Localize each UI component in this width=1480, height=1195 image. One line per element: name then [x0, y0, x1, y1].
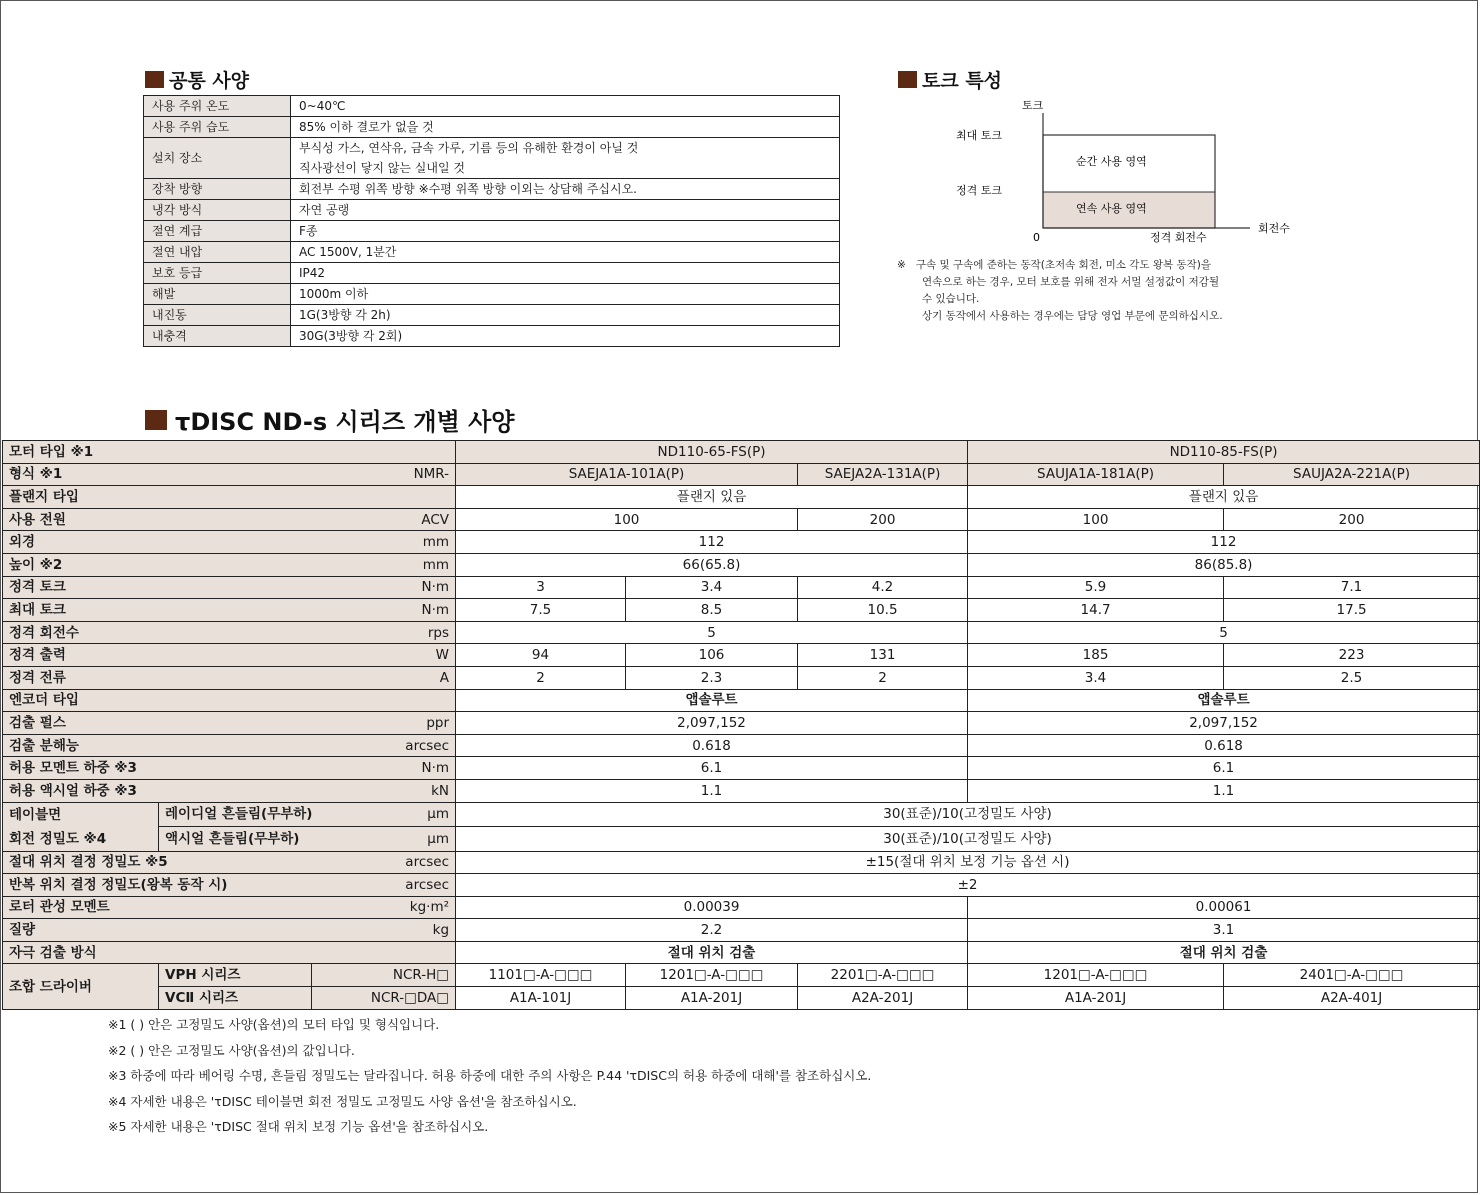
rated-torque-cell: 3 — [456, 576, 626, 599]
inertia-cell: 0.00039 — [456, 896, 968, 919]
axial-load-label: 허용 액시얼 하중 ※3 kN — [3, 779, 456, 802]
torque-title: 토크 특성 — [898, 66, 1002, 93]
rated-output-cell: 131 — [798, 644, 968, 667]
vph-cell: 1201□-A-□□□ — [626, 964, 798, 987]
rated-torque-cell: 7.1 — [1224, 576, 1480, 599]
common-label: 설치 장소 — [144, 138, 291, 179]
vc-cell: A1A-201J — [968, 987, 1224, 1010]
common-spec-title: 공통 사양 — [145, 66, 249, 93]
table-accuracy-label: 테이블면 회전 정밀도 ※4 — [3, 802, 159, 851]
rated-current-cell: 3.4 — [968, 666, 1224, 689]
encoder-label: 엔코더 타입 — [3, 689, 456, 712]
common-label: 사용 주위 습도 — [144, 117, 291, 138]
max-torque-label: 최대 토크 — [956, 129, 1003, 142]
mass-cell: 3.1 — [968, 919, 1480, 942]
rated-current-cell: 2.3 — [626, 666, 798, 689]
vph-cell: 1201□-A-□□□ — [968, 964, 1224, 987]
flange-cell: 플랜지 있음 — [968, 486, 1480, 509]
common-label: 사용 주위 온도 — [144, 96, 291, 117]
common-value: 부식성 가스, 연삭유, 금속 가루, 기름 등의 유해한 환경이 아닐 것 직사광선이 닿지 않는 실내일 것 — [291, 138, 840, 179]
max-torque-cell: 17.5 — [1224, 599, 1480, 622]
radial-runout-cell: 30(표준)/10(고정밀도 사양) — [456, 802, 1480, 827]
mass-cell: 2.2 — [456, 919, 968, 942]
driver-label: 조합 드라이버 — [3, 964, 159, 1009]
motor-type-label: 모터 타입 ※1 — [3, 441, 456, 464]
torque-chart — [900, 95, 1340, 255]
rated-torque-cell: 4.2 — [798, 576, 968, 599]
power-cell: 100 — [968, 508, 1224, 531]
vc-cell: A2A-201J — [798, 987, 968, 1010]
rated-speed-label: 정격 회전수 — [1150, 231, 1207, 244]
rated-speed-label: 정격 회전수 rps — [3, 621, 456, 644]
resolution-cell: 0.618 — [456, 734, 968, 757]
common-label: 내충격 — [144, 326, 291, 347]
abs-accuracy-cell: ±15(절대 위치 보정 기능 옵션 시) — [456, 851, 1480, 874]
footnote: ※5 자세한 내용은 'τDISC 절대 위치 보정 기능 옵션'을 참조하십시오. — [108, 1119, 489, 1134]
power-label: 사용 전원 ACV — [3, 508, 456, 531]
mass-label: 질량 kg — [3, 919, 456, 942]
repeat-accuracy-label: 반복 위치 결정 정밀도(왕복 동작 시) arcsec — [3, 874, 456, 897]
rated-current-cell: 2 — [456, 666, 626, 689]
rated-output-cell: 185 — [968, 644, 1224, 667]
vph-series-prefix: NCR-H□ — [312, 964, 456, 987]
common-label: 해발 — [144, 284, 291, 305]
vc-series-prefix: NCR-□DA□ — [312, 987, 456, 1010]
pole-detection-cell: 절대 위치 검출 — [968, 941, 1480, 964]
rated-torque-cell: 5.9 — [968, 576, 1224, 599]
form-cell: SAUJA1A-181A(P) — [968, 463, 1224, 486]
vc-series-label: VCⅡ 시리즈 — [159, 987, 312, 1010]
outer-label: 외경 mm — [3, 531, 456, 554]
common-value: 1G(3방향 각 2h) — [291, 305, 840, 326]
footnote: ※1 ( ) 안은 고정밀도 사양(옵션)의 모터 타입 및 형식입니다. — [108, 1017, 440, 1032]
footnote: ※4 자세한 내용은 'τDISC 테이블면 회전 정밀도 고정밀도 사양 옵션'을 참조하십시오. — [108, 1093, 577, 1109]
rated-output-cell: 94 — [456, 644, 626, 667]
outer-cell: 112 — [456, 531, 968, 554]
common-value: 85% 이하 결로가 없을 것 — [291, 117, 840, 138]
rated-current-label: 정격 전류 A — [3, 666, 456, 689]
max-torque-cell: 8.5 — [626, 599, 798, 622]
vc-cell: A1A-101J — [456, 987, 626, 1010]
max-torque-cell: 14.7 — [968, 599, 1224, 622]
max-torque-cell: 10.5 — [798, 599, 968, 622]
power-cell: 200 — [1224, 508, 1480, 531]
common-label: 절연 계급 — [144, 221, 291, 242]
height-label: 높이 ※2 mm — [3, 553, 456, 576]
footnote: ※3 하중에 따라 베어링 수명, 흔들림 정밀도는 달라집니다. 허용 하중에 대한 주의 사항은 P.44 'τDISC의 허용 하중에 대해'를 참조하십시오. — [108, 1068, 872, 1083]
axial-runout-label: 액시얼 흔들림(무부하) μm — [159, 827, 456, 852]
pulse-label: 검출 펄스 ppr — [3, 712, 456, 735]
flange-cell: 플랜지 있음 — [456, 486, 968, 509]
rated-output-cell: 223 — [1224, 644, 1480, 667]
rated-current-cell: 2.5 — [1224, 666, 1480, 689]
moment-load-cell: 6.1 — [968, 757, 1480, 780]
inertia-cell: 0.00061 — [968, 896, 1480, 919]
common-label: 내진동 — [144, 305, 291, 326]
rated-torque-cell: 3.4 — [626, 576, 798, 599]
pole-detection-label: 자극 검출 방식 — [3, 941, 456, 964]
common-value: 자연 공랭 — [291, 200, 840, 221]
height-cell: 66(65.8) — [456, 553, 968, 576]
resolution-label: 검출 분해능 arcsec — [3, 734, 456, 757]
common-value: IP42 — [291, 263, 840, 284]
rated-output-cell: 106 — [626, 644, 798, 667]
common-label: 보호 등급 — [144, 263, 291, 284]
x-axis-label: 회전수 — [1258, 222, 1290, 235]
common-value: 회전부 수평 위쪽 방향 ※수평 위쪽 방향 이외는 상담해 주십시오. — [291, 179, 840, 200]
origin-label: 0 — [1033, 231, 1040, 244]
common-label: 절연 내압 — [144, 242, 291, 263]
rated-current-cell: 2 — [798, 666, 968, 689]
common-label: 냉각 방식 — [144, 200, 291, 221]
form-cell: SAEJA2A-131A(P) — [798, 463, 968, 486]
form-label: 형식 ※1 NMR- — [3, 463, 456, 486]
pulse-cell: 2,097,152 — [456, 712, 968, 735]
rated-speed-cell: 5 — [456, 621, 968, 644]
rated-torque-label: 정격 토크 — [956, 184, 1003, 197]
common-value: 30G(3방향 각 2회) — [291, 326, 840, 347]
vph-cell: 1101□-A-□□□ — [456, 964, 626, 987]
spec-title: τDISC ND-s 시리즈 개별 사양 — [145, 402, 514, 437]
flange-label: 플랜지 타입 — [3, 486, 456, 509]
common-spec-table — [143, 95, 840, 347]
model-a: ND110-65-FS(P) — [456, 441, 968, 464]
torque-note: ※ 구속 및 구속에 준하는 동작(초저속 회전, 미소 각도 왕복 동작)을 연속으로 하는 경우, 모터 보호를 위해 전자 서멀 설정값이 저감될 수 있습니다. 상기 동작에서 사용하는 경우에는 담당 영업 부문에 문의하십시오. — [897, 259, 1223, 322]
footnote: ※2 ( ) 안은 고정밀도 사양(옵션)의 값입니다. — [108, 1042, 355, 1058]
height-cell: 86(85.8) — [968, 553, 1480, 576]
section-square-icon — [145, 410, 167, 430]
encoder-cell: 앱솔루트 — [456, 689, 968, 712]
continuous-zone-label: 연속 사용 영역 — [1076, 202, 1147, 215]
rated-speed-cell: 5 — [968, 621, 1480, 644]
pulse-cell: 2,097,152 — [968, 712, 1480, 735]
vph-cell: 2401□-A-□□□ — [1224, 964, 1480, 987]
common-value: AC 1500V, 1분간 — [291, 242, 840, 263]
resolution-cell: 0.618 — [968, 734, 1480, 757]
form-cell: SAUJA2A-221A(P) — [1224, 463, 1480, 486]
abs-accuracy-label: 절대 위치 결정 정밀도 ※5 arcsec — [3, 851, 456, 874]
common-value: 1000m 이하 — [291, 284, 840, 305]
common-value: 0~40℃ — [291, 96, 840, 117]
vc-cell: A1A-201J — [626, 987, 798, 1010]
axial-load-cell: 1.1 — [456, 779, 968, 802]
model-b: ND110-85-FS(P) — [968, 441, 1480, 464]
section-square-icon — [145, 71, 164, 88]
repeat-accuracy-cell: ±2 — [456, 874, 1480, 897]
pole-detection-cell: 절대 위치 검출 — [456, 941, 968, 964]
section-square-icon — [898, 71, 917, 88]
outer-cell: 112 — [968, 531, 1480, 554]
moment-load-cell: 6.1 — [456, 757, 968, 780]
moment-load-label: 허용 모멘트 하중 ※3 N·m — [3, 757, 456, 780]
form-cell: SAEJA1A-101A(P) — [456, 463, 798, 486]
vc-cell: A2A-401J — [1224, 987, 1480, 1010]
encoder-cell: 앱솔루트 — [968, 689, 1480, 712]
axial-load-cell: 1.1 — [968, 779, 1480, 802]
spec-table — [2, 440, 1480, 1010]
max-torque-label: 최대 토크 N·m — [3, 599, 456, 622]
footnotes — [108, 1012, 871, 1140]
inertia-label: 로터 관성 모멘트 kg·m² — [3, 896, 456, 919]
common-label: 장착 방향 — [144, 179, 291, 200]
common-value: F종 — [291, 221, 840, 242]
vph-series-label: VPH 시리즈 — [159, 964, 312, 987]
instant-zone-label: 순간 사용 영역 — [1076, 155, 1147, 168]
vph-cell: 2201□-A-□□□ — [798, 964, 968, 987]
max-torque-cell: 7.5 — [456, 599, 626, 622]
rated-torque-label: 정격 토크 N·m — [3, 576, 456, 599]
radial-runout-label: 레이디얼 흔들림(무부하) μm — [159, 802, 456, 827]
power-cell: 200 — [798, 508, 968, 531]
y-axis-label: 토크 — [1022, 99, 1044, 112]
rated-output-label: 정격 출력 W — [3, 644, 456, 667]
axial-runout-cell: 30(표준)/10(고정밀도 사양) — [456, 827, 1480, 852]
power-cell: 100 — [456, 508, 798, 531]
